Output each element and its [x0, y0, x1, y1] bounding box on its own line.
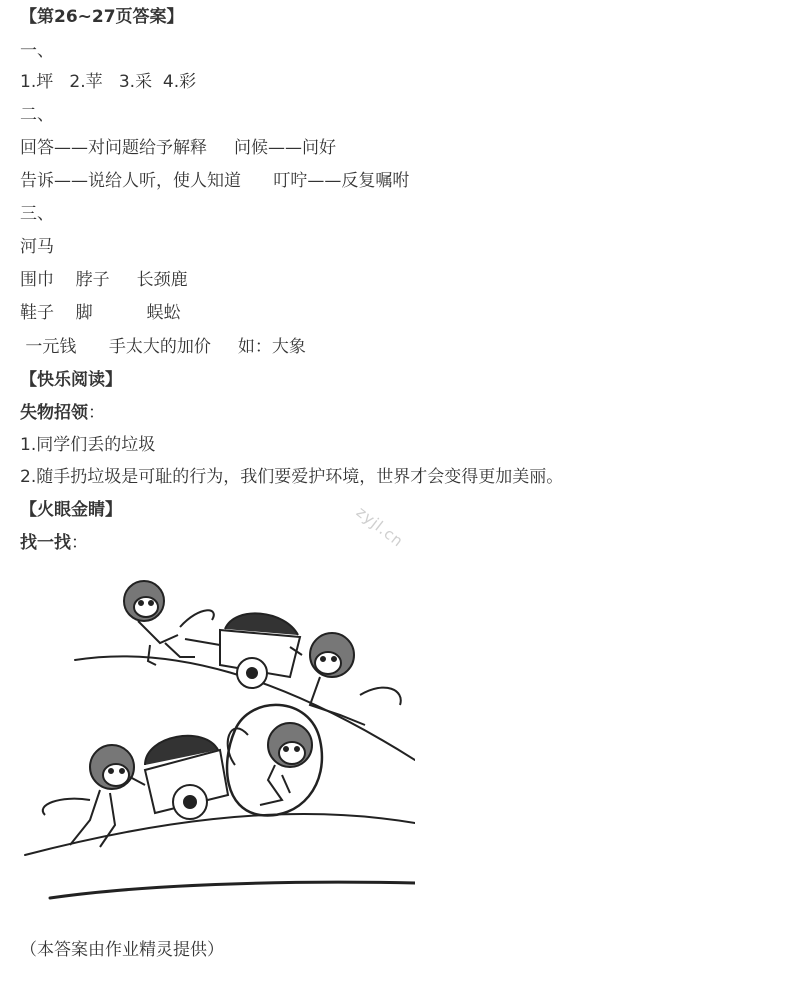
footer-credit: （本答案由作业精灵提供） [20, 940, 224, 960]
monkeys-pushing-carts-icon [20, 565, 415, 902]
reading-subheading-label: 失物招领 [20, 403, 88, 423]
cart-lower [145, 736, 228, 819]
reading-subheading-colon: ： [88, 403, 105, 423]
section-3-line-3: 鞋子 脚 蜈蚣 [20, 303, 181, 323]
section-2-line-2: 告诉——说给人听，使人知道 叮咛——反复嘱咐 [20, 171, 410, 191]
monkey-upper-left [124, 581, 214, 665]
section-3-line-1: 河马 [20, 237, 54, 257]
reading-subheading [20, 402, 105, 424]
cart-upper [185, 613, 300, 688]
monkey-upper-right [290, 633, 401, 725]
eyes-subheading-colon: ： [71, 533, 88, 553]
reading-answer-2: 2.随手扔垃圾是可耻的行为，我们要爱护环境，世界才会变得更加美丽。 [20, 467, 564, 487]
monkeys-pushing-carts-illustration [20, 565, 415, 902]
eyes-heading: 【火眼金睛】 [20, 500, 122, 520]
reading-answer-1: 1.同学们丢的垃圾 [20, 435, 156, 455]
section-2-heading: 二、 [20, 105, 54, 125]
section-3-line-4: 一元钱 手太大的加价 如：大象 [20, 337, 306, 357]
section-1-heading: 一、 [20, 41, 54, 61]
lower-slope [25, 814, 415, 855]
watermark: zyjl.cn [352, 503, 408, 551]
section-3-line-2: 围巾 脖子 长颈鹿 [20, 270, 188, 290]
page-title: 【第26~27页答案】 [20, 7, 184, 27]
eyes-subheading [20, 532, 88, 554]
reading-heading: 【快乐阅读】 [20, 370, 122, 390]
section-3-heading: 三、 [20, 204, 54, 224]
eyes-subheading-label: 找一找 [20, 533, 71, 553]
monkey-circled [227, 705, 322, 816]
section-1-answers: 1.坪 2.苹 3.采 4.彩 [20, 72, 197, 92]
section-2-line-1: 回答——对问题给予解释 问候——问好 [20, 138, 337, 158]
